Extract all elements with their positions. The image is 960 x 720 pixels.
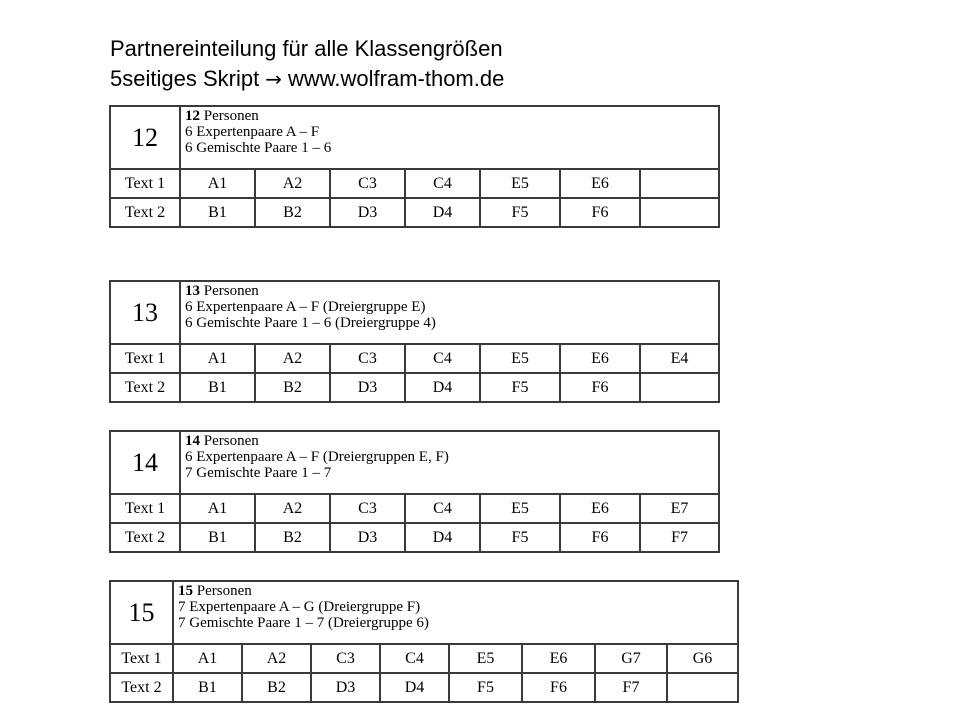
mixed-pairs-line: 6 Gemischte Paare 1 – 6 (Dreiergruppe 4) (185, 315, 436, 331)
table-cell: D3 (330, 523, 405, 552)
group-description (180, 281, 719, 344)
table-cell: D3 (311, 673, 380, 702)
table-cell: F6 (560, 523, 640, 552)
group-size-number: 15 (110, 581, 173, 644)
person-count-line: 13 Personen (185, 283, 259, 299)
person-count: 15 (178, 583, 193, 599)
table-cell: F5 (449, 673, 522, 702)
table-cell: A1 (180, 494, 255, 523)
table-cell: F7 (595, 673, 667, 702)
table-cell: F5 (480, 523, 560, 552)
table-cell: E5 (480, 344, 560, 373)
table-cell: D4 (405, 523, 480, 552)
mixed-pairs-line: 7 Gemischte Paare 1 – 7 (Dreiergruppe 6) (178, 615, 429, 631)
table-cell (640, 373, 719, 402)
table-cell (667, 673, 738, 702)
website-url: www.wolfram-thom.de (287, 66, 505, 91)
group-table-12 (109, 105, 720, 228)
person-count: 14 (185, 433, 200, 449)
table-row (110, 198, 719, 227)
table-cell: A1 (180, 169, 255, 198)
group-size-number: 14 (110, 431, 180, 494)
expert-pairs-line: 6 Expertenpaare A – F (Dreiergruppen E, F) (185, 449, 449, 465)
group-table-13 (109, 280, 720, 403)
table-cell: A2 (255, 169, 330, 198)
table-row (110, 523, 719, 552)
table-cell: C4 (380, 644, 449, 673)
table-row (110, 673, 738, 702)
row-label: Text 1 (110, 494, 180, 523)
table-cell: E6 (522, 644, 595, 673)
table-cell: B1 (180, 198, 255, 227)
table-row (110, 344, 719, 373)
row-label: Text 2 (110, 523, 180, 552)
person-count-line: 12 Personen (185, 108, 259, 124)
table-cell: E5 (480, 169, 560, 198)
row-label: Text 2 (110, 373, 180, 402)
table-cell: E6 (560, 494, 640, 523)
table-cell: E4 (640, 344, 719, 373)
table-cell: B1 (173, 673, 242, 702)
table-cell: E5 (449, 644, 522, 673)
table-cell (640, 198, 719, 227)
table-row (110, 373, 719, 402)
group-size-number: 13 (110, 281, 180, 344)
table-row (110, 169, 719, 198)
table-cell: B2 (255, 373, 330, 402)
table-cell: F5 (480, 373, 560, 402)
table-cell: D4 (380, 673, 449, 702)
table-cell: E6 (560, 169, 640, 198)
arrow-right-icon: → (265, 67, 282, 91)
person-count-line: 14 Personen (185, 433, 259, 449)
table-cell: C4 (405, 494, 480, 523)
table-cell: E7 (640, 494, 719, 523)
page-title: Partnereinteilung für alle Klassengrößen (110, 36, 503, 61)
table-cell: C3 (330, 494, 405, 523)
table-row (110, 494, 719, 523)
table-cell: C3 (311, 644, 380, 673)
table-cell: B1 (180, 373, 255, 402)
group-table-15 (109, 580, 739, 703)
table-cell (640, 169, 719, 198)
table-cell: C4 (405, 344, 480, 373)
row-label: Text 2 (110, 198, 180, 227)
table-cell: G6 (667, 644, 738, 673)
subtitle-text: 5seitiges Skript (110, 66, 260, 91)
table-cell: F7 (640, 523, 719, 552)
subtitle-line (110, 64, 504, 94)
group-description (173, 581, 738, 644)
table-cell: A1 (180, 344, 255, 373)
expert-pairs-line: 6 Expertenpaare A – F (Dreiergruppe E) (185, 299, 426, 315)
table-cell: C4 (405, 169, 480, 198)
table-cell: B1 (180, 523, 255, 552)
table-cell: E5 (480, 494, 560, 523)
table-cell: D4 (405, 373, 480, 402)
table-cell: B2 (255, 198, 330, 227)
mixed-pairs-line: 7 Gemischte Paare 1 – 7 (185, 465, 332, 481)
table-cell: C3 (330, 169, 405, 198)
table-cell: F6 (560, 198, 640, 227)
mixed-pairs-line: 6 Gemischte Paare 1 – 6 (185, 140, 332, 156)
table-cell: A1 (173, 644, 242, 673)
group-size-number: 12 (110, 106, 180, 169)
table-cell: D4 (405, 198, 480, 227)
table-cell: F6 (560, 373, 640, 402)
table-cell: G7 (595, 644, 667, 673)
table-cell: A2 (242, 644, 311, 673)
row-label: Text 2 (110, 673, 173, 702)
table-cell: C3 (330, 344, 405, 373)
table-cell: D3 (330, 373, 405, 402)
person-count: 12 (185, 108, 200, 124)
table-cell: E6 (560, 344, 640, 373)
table-cell: A2 (255, 494, 330, 523)
table-cell: F6 (522, 673, 595, 702)
table-cell: B2 (255, 523, 330, 552)
table-cell: B2 (242, 673, 311, 702)
person-count-line: 15 Personen (178, 583, 252, 599)
table-row (110, 644, 738, 673)
row-label: Text 1 (110, 169, 180, 198)
table-cell: F5 (480, 198, 560, 227)
table-cell: A2 (255, 344, 330, 373)
title-block (110, 34, 504, 94)
table-cell: D3 (330, 198, 405, 227)
row-label: Text 1 (110, 344, 180, 373)
expert-pairs-line: 6 Expertenpaare A – F (185, 124, 320, 140)
person-count: 13 (185, 283, 200, 299)
row-label: Text 1 (110, 644, 173, 673)
group-table-14 (109, 430, 720, 553)
expert-pairs-line: 7 Expertenpaare A – G (Dreiergruppe F) (178, 599, 421, 615)
group-description (180, 431, 719, 494)
group-description (180, 106, 719, 169)
